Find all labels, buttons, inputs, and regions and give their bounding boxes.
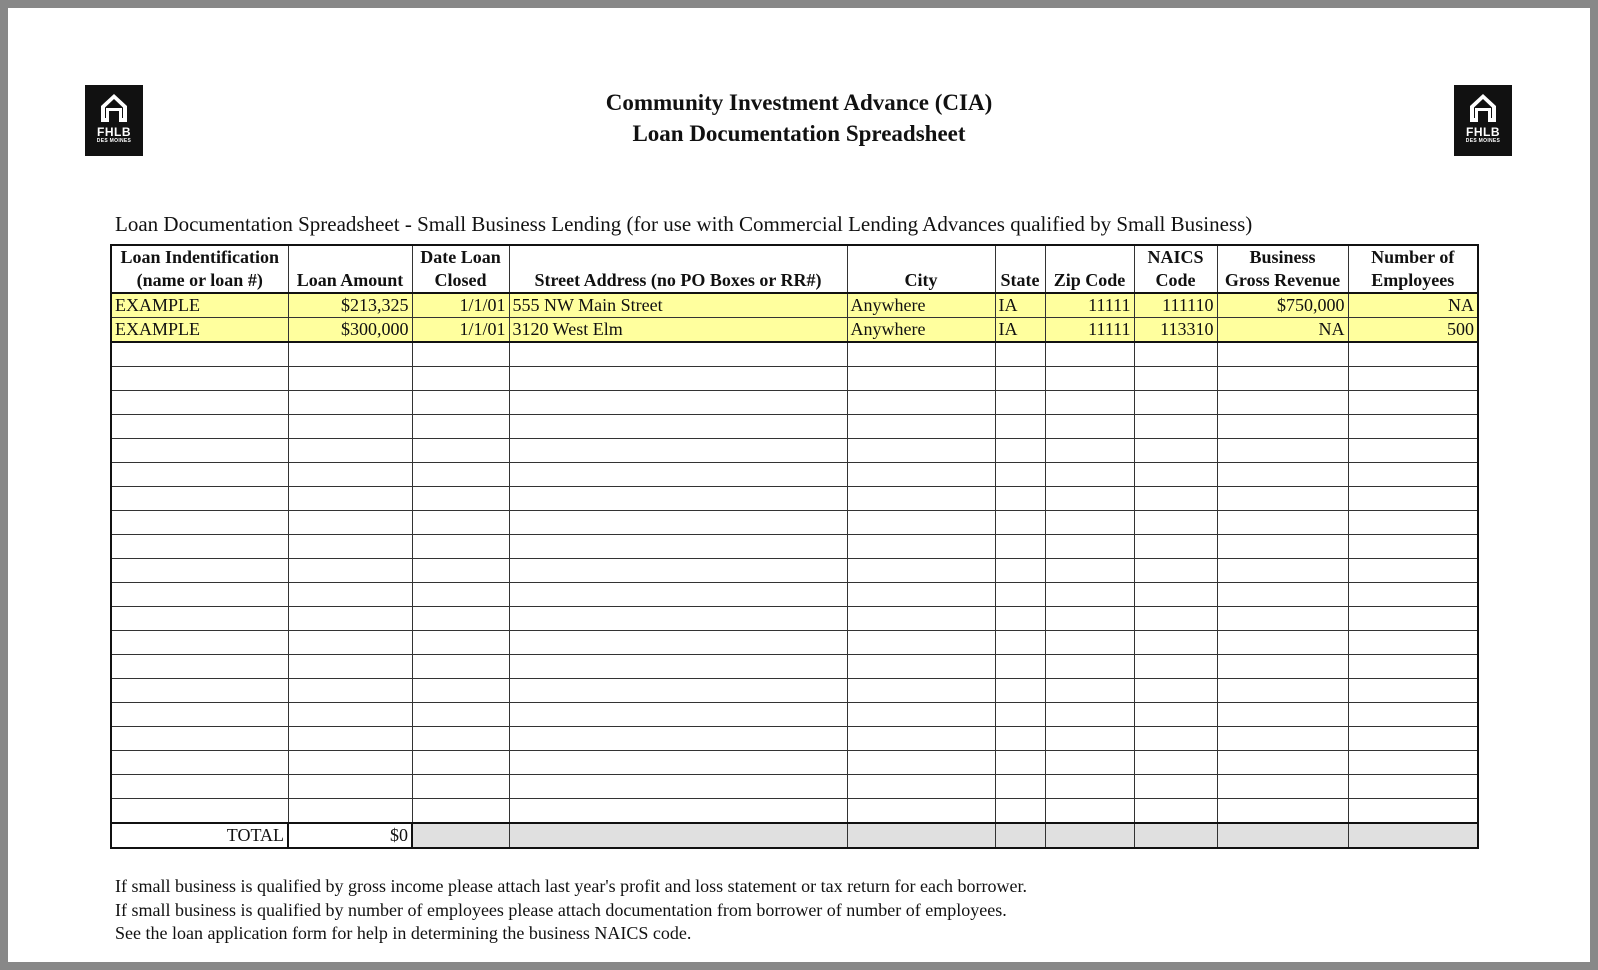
empty-cell[interactable] xyxy=(509,342,847,367)
col-header-city: City xyxy=(847,245,995,293)
cell-naics-code[interactable]: 113310 xyxy=(1134,318,1217,343)
total-label: TOTAL xyxy=(111,823,288,848)
empty-cell[interactable] xyxy=(288,535,412,559)
empty-cell[interactable] xyxy=(1348,463,1478,487)
empty-cell[interactable] xyxy=(412,463,509,487)
empty-cell[interactable] xyxy=(509,751,847,775)
empty-cell[interactable] xyxy=(111,751,288,775)
empty-cell[interactable] xyxy=(847,391,995,415)
empty-cell[interactable] xyxy=(1134,583,1217,607)
empty-cell[interactable] xyxy=(1045,367,1134,391)
empty-cell[interactable] xyxy=(847,439,995,463)
empty-cell[interactable] xyxy=(1348,342,1478,367)
empty-cell[interactable] xyxy=(288,751,412,775)
empty-cell[interactable] xyxy=(1134,415,1217,439)
empty-cell[interactable] xyxy=(995,367,1045,391)
empty-cell[interactable] xyxy=(995,631,1045,655)
empty-cell[interactable] xyxy=(111,391,288,415)
empty-cell[interactable] xyxy=(509,655,847,679)
total-amount: $0 xyxy=(288,823,412,848)
empty-cell[interactable] xyxy=(1217,535,1348,559)
empty-cell[interactable] xyxy=(412,655,509,679)
empty-cell[interactable] xyxy=(288,655,412,679)
table-row-empty xyxy=(111,463,1478,487)
empty-cell[interactable] xyxy=(412,751,509,775)
empty-cell[interactable] xyxy=(1045,655,1134,679)
col-header-date-closed: Date Loan Closed xyxy=(412,245,509,293)
table-row-example xyxy=(111,318,1478,343)
empty-cell[interactable] xyxy=(412,775,509,799)
empty-cell[interactable] xyxy=(995,679,1045,703)
empty-cell[interactable] xyxy=(1348,415,1478,439)
logo-text: FHLB xyxy=(1466,125,1500,139)
empty-cell[interactable] xyxy=(509,439,847,463)
empty-cell[interactable] xyxy=(995,463,1045,487)
empty-cell[interactable] xyxy=(412,487,509,511)
empty-cell[interactable] xyxy=(288,487,412,511)
empty-cell[interactable] xyxy=(111,703,288,727)
empty-cell[interactable] xyxy=(509,799,847,824)
empty-cell[interactable] xyxy=(995,703,1045,727)
empty-cell[interactable] xyxy=(847,775,995,799)
col-header-gross-revenue: Business Gross Revenue xyxy=(1217,245,1348,293)
empty-cell[interactable] xyxy=(1134,463,1217,487)
table-row-empty xyxy=(111,703,1478,727)
empty-cell[interactable] xyxy=(509,415,847,439)
empty-cell[interactable] xyxy=(288,342,412,367)
empty-cell[interactable] xyxy=(1217,679,1348,703)
empty-cell[interactable] xyxy=(847,631,995,655)
empty-cell[interactable] xyxy=(509,487,847,511)
empty-cell[interactable] xyxy=(509,367,847,391)
empty-cell[interactable] xyxy=(412,535,509,559)
table-row-empty xyxy=(111,631,1478,655)
col-header-state: State xyxy=(995,245,1045,293)
empty-cell[interactable] xyxy=(1217,655,1348,679)
empty-cell[interactable] xyxy=(111,583,288,607)
table-header-row xyxy=(111,245,1478,293)
empty-cell[interactable] xyxy=(509,559,847,583)
table-row-example xyxy=(111,293,1478,318)
cell-city[interactable]: Anywhere xyxy=(847,318,995,343)
empty-cell[interactable] xyxy=(847,463,995,487)
empty-cell[interactable] xyxy=(1217,511,1348,535)
empty-cell[interactable] xyxy=(509,535,847,559)
empty-cell[interactable] xyxy=(111,463,288,487)
empty-cell[interactable] xyxy=(288,415,412,439)
empty-cell[interactable] xyxy=(1348,391,1478,415)
table-row-empty xyxy=(111,775,1478,799)
empty-cell[interactable] xyxy=(1045,679,1134,703)
empty-cell[interactable] xyxy=(1045,583,1134,607)
empty-cell[interactable] xyxy=(288,727,412,751)
empty-cell[interactable] xyxy=(1045,463,1134,487)
empty-cell[interactable] xyxy=(509,463,847,487)
empty-cell[interactable] xyxy=(1134,535,1217,559)
empty-cell[interactable] xyxy=(995,799,1045,824)
footnote: If small business is qualified by number of employees please attach documentation from borrower of number of employees. xyxy=(115,899,1007,920)
table-row-empty xyxy=(111,799,1478,824)
empty-cell[interactable] xyxy=(995,727,1045,751)
cell-zip-code[interactable]: 11111 xyxy=(1045,293,1134,318)
empty-cell[interactable] xyxy=(111,631,288,655)
empty-cell[interactable] xyxy=(1217,751,1348,775)
empty-cell[interactable] xyxy=(509,607,847,631)
empty-cell[interactable] xyxy=(847,703,995,727)
empty-cell[interactable] xyxy=(1348,775,1478,799)
table-row-empty xyxy=(111,751,1478,775)
empty-cell[interactable] xyxy=(847,799,995,824)
empty-cell[interactable] xyxy=(1217,775,1348,799)
empty-cell[interactable] xyxy=(111,415,288,439)
empty-cell[interactable] xyxy=(412,367,509,391)
empty-cell[interactable] xyxy=(111,799,288,824)
table-row-empty xyxy=(111,655,1478,679)
empty-cell[interactable] xyxy=(1045,439,1134,463)
empty-cell[interactable] xyxy=(1348,583,1478,607)
empty-cell[interactable] xyxy=(412,631,509,655)
empty-cell[interactable] xyxy=(1217,583,1348,607)
empty-cell[interactable] xyxy=(1217,727,1348,751)
empty-cell[interactable] xyxy=(288,463,412,487)
cell-loan-id[interactable]: EXAMPLE xyxy=(111,293,288,318)
empty-cell[interactable] xyxy=(847,751,995,775)
col-header-loan-amount: Loan Amount xyxy=(288,245,412,293)
empty-cell[interactable] xyxy=(847,342,995,367)
col-header-zip-code: Zip Code xyxy=(1045,245,1134,293)
empty-cell[interactable] xyxy=(1348,367,1478,391)
empty-cell[interactable] xyxy=(288,367,412,391)
empty-cell[interactable] xyxy=(111,655,288,679)
empty-cell[interactable] xyxy=(995,775,1045,799)
page-subtitle: Loan Documentation Spreadsheet xyxy=(632,121,966,146)
empty-cell[interactable] xyxy=(412,727,509,751)
empty-cell[interactable] xyxy=(412,703,509,727)
cell-date-closed[interactable]: 1/1/01 xyxy=(412,293,509,318)
table-row-empty xyxy=(111,583,1478,607)
empty-cell[interactable] xyxy=(509,703,847,727)
empty-cell[interactable] xyxy=(1134,342,1217,367)
empty-cell[interactable] xyxy=(111,607,288,631)
cell-gross-revenue[interactable]: NA xyxy=(1217,318,1348,343)
empty-cell[interactable] xyxy=(1217,463,1348,487)
empty-cell[interactable] xyxy=(1217,631,1348,655)
empty-cell[interactable] xyxy=(111,679,288,703)
logo-text: FHLB xyxy=(97,125,131,139)
empty-cell[interactable] xyxy=(1348,439,1478,463)
empty-cell[interactable] xyxy=(111,439,288,463)
empty-cell[interactable] xyxy=(1348,703,1478,727)
empty-cell[interactable] xyxy=(995,751,1045,775)
empty-cell[interactable] xyxy=(1217,342,1348,367)
empty-cell[interactable] xyxy=(412,607,509,631)
empty-cell[interactable] xyxy=(288,559,412,583)
empty-cell[interactable] xyxy=(111,559,288,583)
empty-cell[interactable] xyxy=(1217,799,1348,824)
cell-date-closed[interactable]: 1/1/01 xyxy=(412,318,509,343)
empty-cell[interactable] xyxy=(1348,655,1478,679)
empty-cell[interactable] xyxy=(847,727,995,751)
empty-cell[interactable] xyxy=(1134,487,1217,511)
empty-cell[interactable] xyxy=(1134,751,1217,775)
empty-cell[interactable] xyxy=(111,367,288,391)
empty-cell[interactable] xyxy=(995,655,1045,679)
empty-cell[interactable] xyxy=(995,535,1045,559)
empty-cell[interactable] xyxy=(995,342,1045,367)
table-row-empty xyxy=(111,415,1478,439)
empty-cell[interactable] xyxy=(1217,607,1348,631)
table-row-empty xyxy=(111,391,1478,415)
table-row-empty xyxy=(111,487,1478,511)
empty-cell[interactable] xyxy=(995,487,1045,511)
empty-cell[interactable] xyxy=(509,511,847,535)
empty-cell[interactable] xyxy=(995,511,1045,535)
empty-cell[interactable] xyxy=(1348,799,1478,824)
empty-cell[interactable] xyxy=(1134,511,1217,535)
empty-cell[interactable] xyxy=(995,607,1045,631)
empty-cell[interactable] xyxy=(847,487,995,511)
empty-cell[interactable] xyxy=(995,439,1045,463)
page-title: Community Investment Advance (CIA) xyxy=(605,90,993,115)
footnotes xyxy=(115,875,1027,946)
empty-cell[interactable] xyxy=(1045,775,1134,799)
cell-employees[interactable]: 500 xyxy=(1348,318,1478,343)
empty-cell[interactable] xyxy=(509,631,847,655)
empty-cell[interactable] xyxy=(1134,679,1217,703)
cell-loan-amount[interactable]: $300,000 xyxy=(288,318,412,343)
table-row-empty xyxy=(111,535,1478,559)
empty-cell[interactable] xyxy=(995,559,1045,583)
table-row-empty xyxy=(111,367,1478,391)
cell-zip-code[interactable]: 11111 xyxy=(1045,318,1134,343)
col-header-employees: Number of Employees xyxy=(1348,245,1478,293)
empty-cell[interactable] xyxy=(288,583,412,607)
cell-street-address[interactable]: 3120 West Elm xyxy=(509,318,847,343)
empty-cell[interactable] xyxy=(288,799,412,824)
empty-cell[interactable] xyxy=(111,342,288,367)
empty-cell[interactable] xyxy=(288,631,412,655)
empty-cell[interactable] xyxy=(1217,487,1348,511)
empty-cell[interactable] xyxy=(1045,535,1134,559)
empty-cell[interactable] xyxy=(412,342,509,367)
cell-street-address[interactable]: 555 NW Main Street xyxy=(509,293,847,318)
empty-cell[interactable] xyxy=(1134,703,1217,727)
empty-cell[interactable] xyxy=(111,727,288,751)
empty-cell[interactable] xyxy=(412,679,509,703)
table-row-empty xyxy=(111,559,1478,583)
empty-cell[interactable] xyxy=(1348,535,1478,559)
empty-cell[interactable] xyxy=(847,367,995,391)
col-header-street-address: Street Address (no PO Boxes or RR#) xyxy=(509,245,847,293)
empty-cell[interactable] xyxy=(412,391,509,415)
logo-subtext: DES MOINES xyxy=(1465,138,1501,144)
empty-cell[interactable] xyxy=(288,775,412,799)
empty-cell[interactable] xyxy=(847,415,995,439)
cell-loan-amount[interactable]: $213,325 xyxy=(288,293,412,318)
empty-cell[interactable] xyxy=(1045,487,1134,511)
empty-cell[interactable] xyxy=(288,439,412,463)
empty-cell[interactable] xyxy=(412,511,509,535)
empty-cell[interactable] xyxy=(1134,391,1217,415)
empty-cell[interactable] xyxy=(1045,511,1134,535)
table-row-empty xyxy=(111,727,1478,751)
empty-cell[interactable] xyxy=(1045,342,1134,367)
empty-cell[interactable] xyxy=(1045,559,1134,583)
logo-subtext: DES MOINES xyxy=(96,138,132,144)
empty-cell[interactable] xyxy=(1045,727,1134,751)
empty-cell[interactable] xyxy=(1217,367,1348,391)
empty-cell[interactable] xyxy=(288,679,412,703)
empty-cell[interactable] xyxy=(509,583,847,607)
empty-cell[interactable] xyxy=(412,439,509,463)
empty-cell[interactable] xyxy=(847,559,995,583)
empty-cell[interactable] xyxy=(995,415,1045,439)
empty-cell[interactable] xyxy=(1217,391,1348,415)
empty-cell[interactable] xyxy=(288,607,412,631)
empty-cell[interactable] xyxy=(1134,799,1217,824)
cell-naics-code[interactable]: 111110 xyxy=(1134,293,1217,318)
cell-city[interactable]: Anywhere xyxy=(847,293,995,318)
empty-cell[interactable] xyxy=(1348,631,1478,655)
empty-cell[interactable] xyxy=(1348,559,1478,583)
total-blank-cell xyxy=(1134,823,1217,848)
empty-cell[interactable] xyxy=(288,391,412,415)
cell-state[interactable]: IA xyxy=(995,293,1045,318)
empty-cell[interactable] xyxy=(1045,607,1134,631)
empty-cell[interactable] xyxy=(509,775,847,799)
empty-cell[interactable] xyxy=(412,799,509,824)
total-blank-cell xyxy=(1348,823,1478,848)
empty-cell[interactable] xyxy=(1348,607,1478,631)
empty-cell[interactable] xyxy=(1045,415,1134,439)
empty-cell[interactable] xyxy=(847,583,995,607)
empty-cell[interactable] xyxy=(1134,559,1217,583)
empty-cell[interactable] xyxy=(509,391,847,415)
footnote: If small business is qualified by gross income please attach last year's profit and loss statement or tax return for each borrower. xyxy=(115,876,1027,896)
empty-cell[interactable] xyxy=(847,679,995,703)
empty-cell[interactable] xyxy=(1134,439,1217,463)
table-row-empty xyxy=(111,511,1478,535)
empty-cell[interactable] xyxy=(1134,607,1217,631)
col-header-loan-id: Loan Indentification (name or loan #) xyxy=(111,245,288,293)
empty-cell[interactable] xyxy=(1217,559,1348,583)
empty-cell[interactable] xyxy=(847,511,995,535)
empty-cell[interactable] xyxy=(995,583,1045,607)
total-blank-cell xyxy=(1217,823,1348,848)
empty-cell[interactable] xyxy=(1134,775,1217,799)
empty-cell[interactable] xyxy=(509,679,847,703)
total-blank-cell xyxy=(847,823,995,848)
total-blank-cell xyxy=(1045,823,1134,848)
empty-cell[interactable] xyxy=(995,391,1045,415)
empty-cell[interactable] xyxy=(1134,655,1217,679)
empty-cell[interactable] xyxy=(111,511,288,535)
empty-cell[interactable] xyxy=(412,583,509,607)
empty-cell[interactable] xyxy=(1134,631,1217,655)
empty-cell[interactable] xyxy=(847,655,995,679)
empty-cell[interactable] xyxy=(111,535,288,559)
cell-gross-revenue[interactable]: $750,000 xyxy=(1217,293,1348,318)
empty-cell[interactable] xyxy=(847,607,995,631)
cell-employees[interactable]: NA xyxy=(1348,293,1478,318)
empty-cell[interactable] xyxy=(1348,679,1478,703)
empty-cell[interactable] xyxy=(111,775,288,799)
empty-cell[interactable] xyxy=(1045,703,1134,727)
cell-loan-id[interactable]: EXAMPLE xyxy=(111,318,288,343)
table-row-empty xyxy=(111,679,1478,703)
total-blank-cell xyxy=(995,823,1045,848)
empty-cell[interactable] xyxy=(1348,511,1478,535)
empty-cell[interactable] xyxy=(288,703,412,727)
loan-table xyxy=(110,244,1479,849)
cell-state[interactable]: IA xyxy=(995,318,1045,343)
empty-cell[interactable] xyxy=(1217,415,1348,439)
empty-cell[interactable] xyxy=(1045,391,1134,415)
empty-cell[interactable] xyxy=(1348,487,1478,511)
empty-cell[interactable] xyxy=(1045,631,1134,655)
total-blank-cell xyxy=(412,823,509,848)
table-row-empty xyxy=(111,607,1478,631)
col-header-naics-code: NAICS Code xyxy=(1134,245,1217,293)
table-row-empty xyxy=(111,439,1478,463)
table-caption: Loan Documentation Spreadsheet - Small Business Lending (for use with Commercial Lending Advances qualified by Small Business) xyxy=(115,212,1253,236)
table-total-row xyxy=(111,823,1478,848)
empty-cell[interactable] xyxy=(1217,703,1348,727)
empty-cell[interactable] xyxy=(412,415,509,439)
empty-cell[interactable] xyxy=(288,511,412,535)
empty-cell[interactable] xyxy=(847,535,995,559)
empty-cell[interactable] xyxy=(1217,439,1348,463)
footnote: See the loan application form for help in determining the business NAICS code. xyxy=(115,923,692,943)
empty-cell[interactable] xyxy=(1134,367,1217,391)
empty-cell[interactable] xyxy=(412,559,509,583)
empty-cell[interactable] xyxy=(1134,727,1217,751)
empty-cell[interactable] xyxy=(1045,799,1134,824)
empty-cell[interactable] xyxy=(111,487,288,511)
table-row-empty xyxy=(111,342,1478,367)
empty-cell[interactable] xyxy=(1348,727,1478,751)
empty-cell[interactable] xyxy=(509,727,847,751)
empty-cell[interactable] xyxy=(1348,751,1478,775)
total-blank-cell xyxy=(509,823,847,848)
empty-cell[interactable] xyxy=(1045,751,1134,775)
document-page xyxy=(8,8,1590,962)
